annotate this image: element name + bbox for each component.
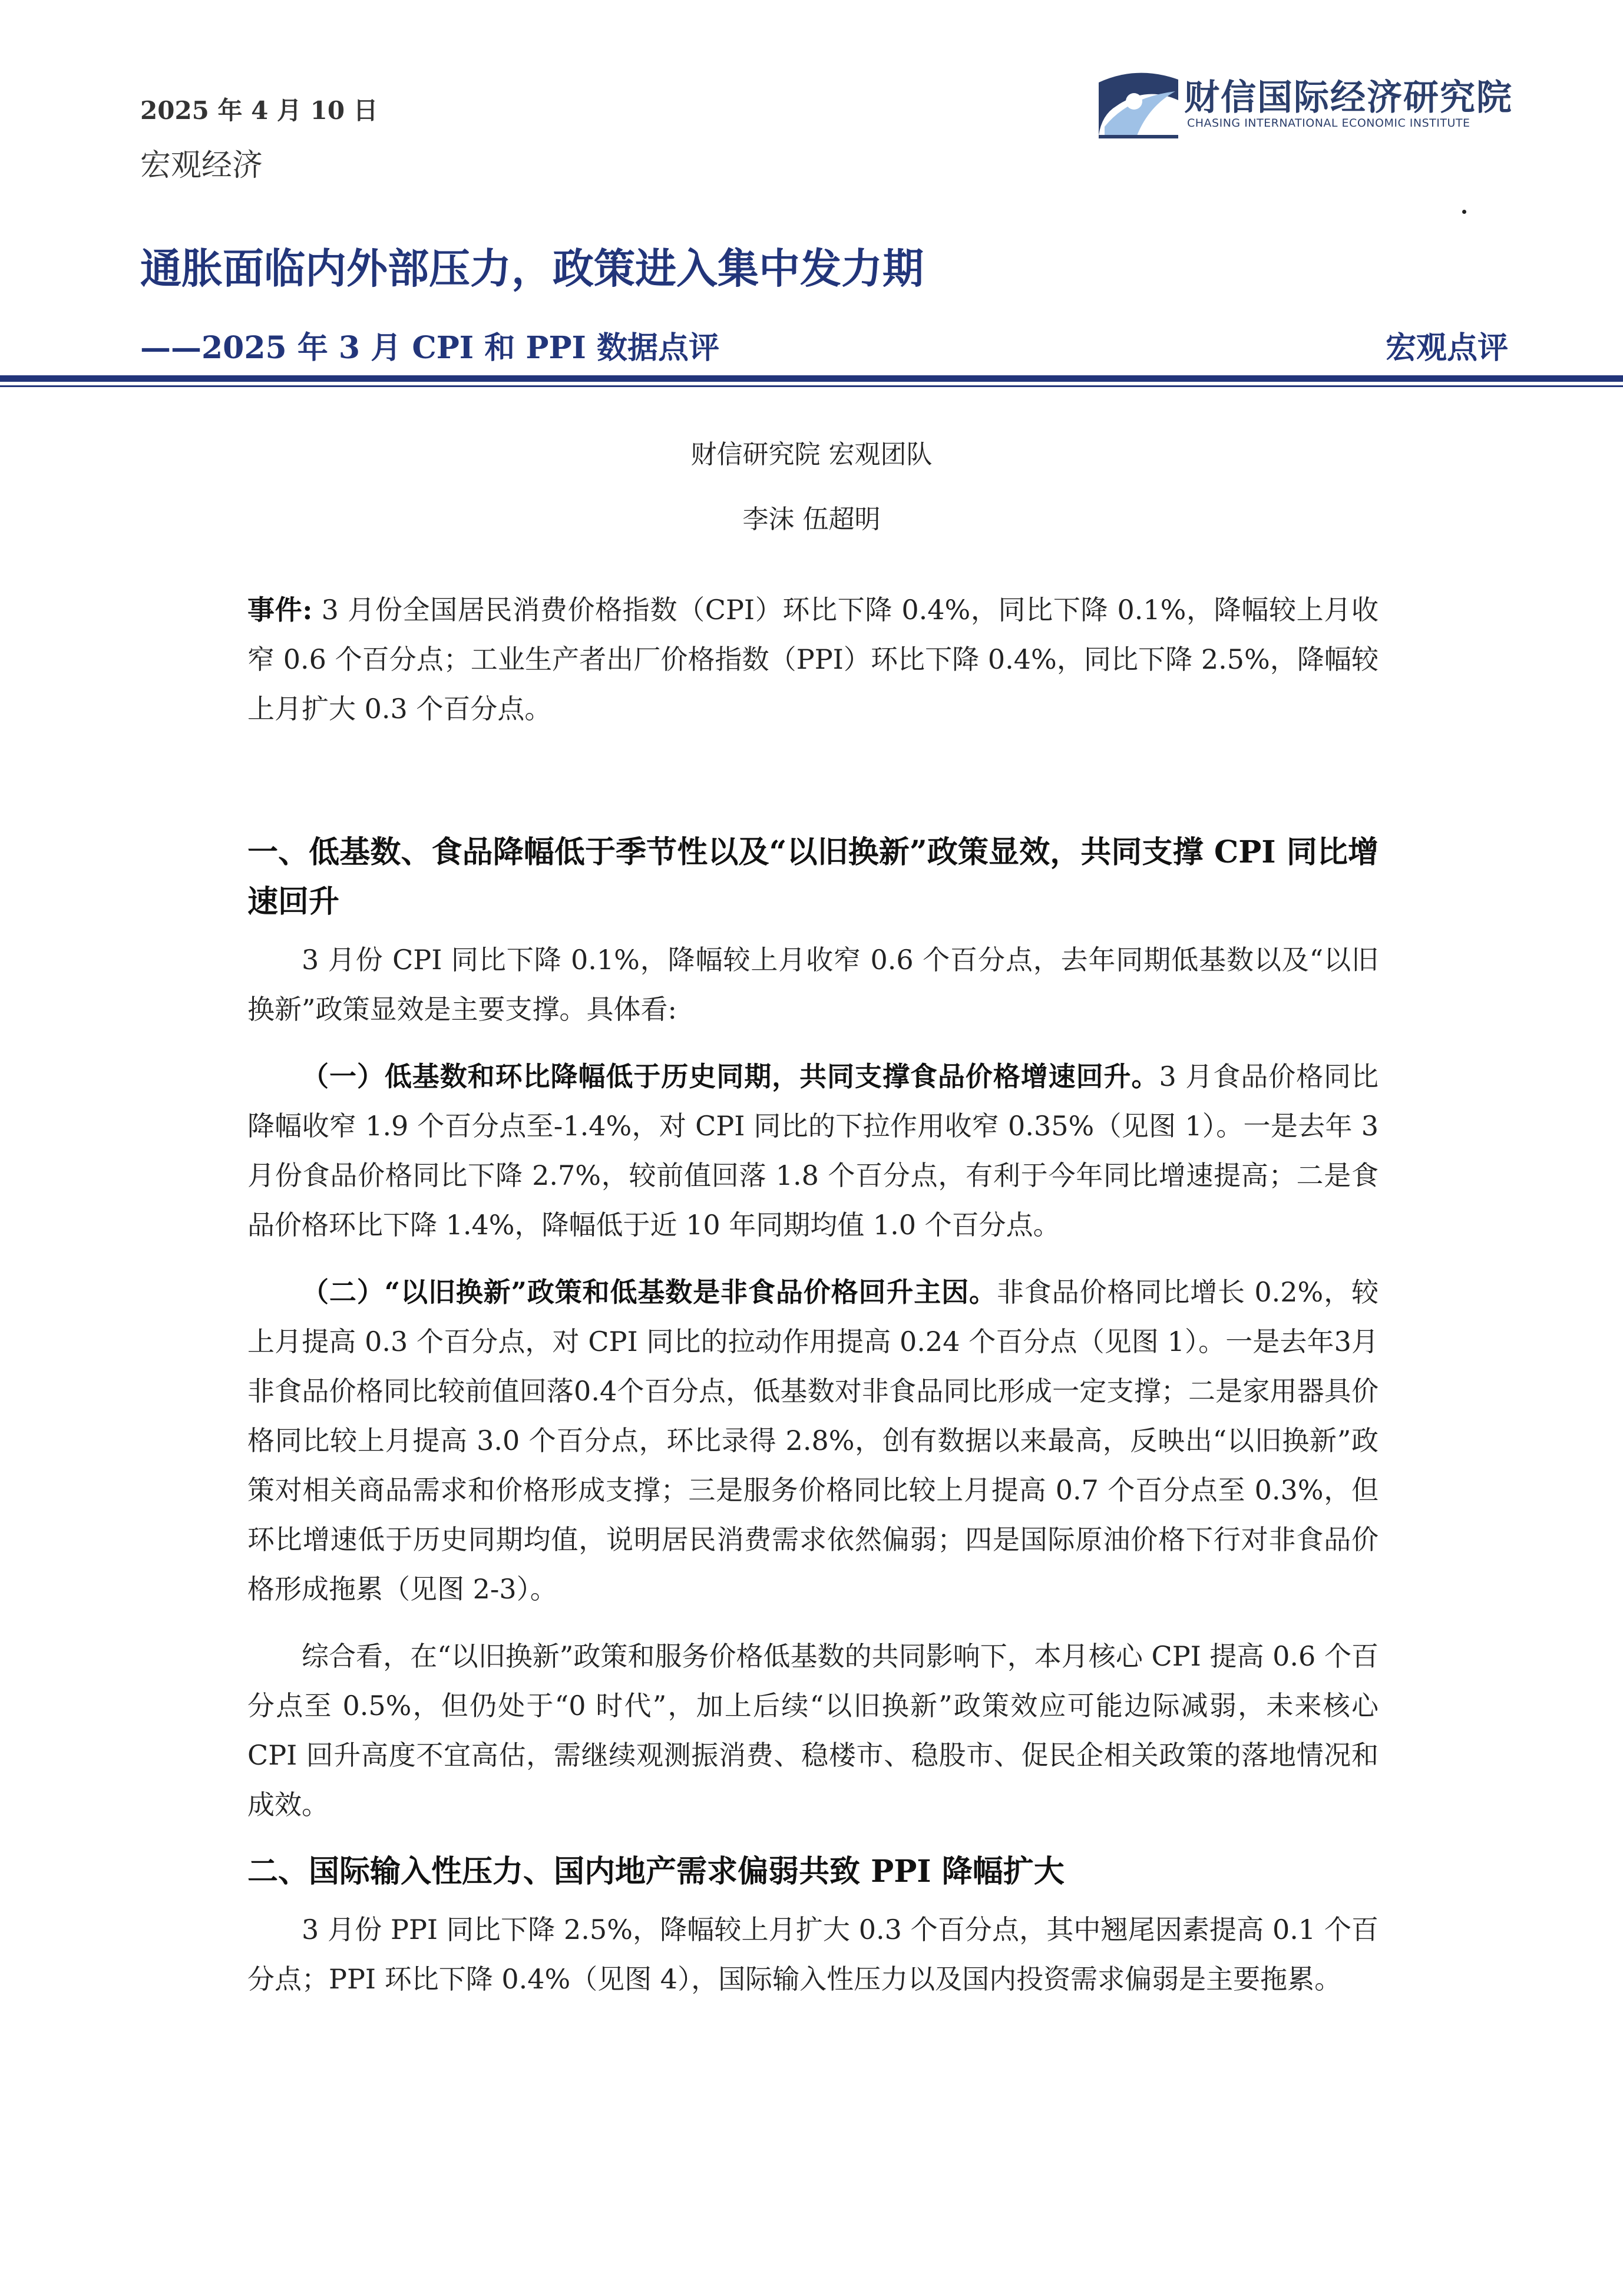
section-2-heading: 二、国际输入性压力、国内地产需求偏弱共致 PPI 降幅扩大 [247,1854,1065,1889]
nonfood-text: 非食品价格同比增长 0.2%，较上月提高 0.3 个百分点，对 CPI 同比的拉动作用提高 0.24 个百分点（见图 1）。一是去年3月非食品价格同比较前值回落0.4个百分点，低基数对非食品同比形成一定支撑；二是家用器具价格同比较上月提高 3.0 个百分点，环比录得 2.8%，创有数据以来最高，反映出“以旧换新”政策对相关商品需求和价格形成支撑；三是服务价格同比较上月提高 0.7 个百分点至 0.3%，但环比增速低于历史同期均值，说明居民消费需求依然偏弱；四是国际原油价格下行对非食品价格形成拖累（见图 2-3）。 [247,1276,1379,1605]
logo-name: 财信国际经济研究院 [1184,77,1513,118]
decorative-dot [1462,210,1466,214]
institute-logo [1093,65,1517,144]
nonfood-lead: （二）“以旧换新”政策和低基数是非食品价格回升主因。 [302,1276,997,1308]
logo-english-name: CHASING INTERNATIONAL ECONOMIC INSTITUTE [1187,117,1470,130]
event-text: 3 月份全国居民消费价格指数（CPI）环比下降 0.4%，同比下降 0.1%，降幅较上月收窄 0.6 个百分点；工业生产者出厂价格指数（PPI）环比下降 0.4%，同比下降 2.5%，降幅较上月扩大 0.3 个百分点。 [247,594,1379,725]
food-text: 3 月食品价格同比降幅收窄 1.9 个百分点至-1.4%，对 CPI 同比的下拉作用收窄 0.35%（见图 1）。一是去年 3 月份食品价格同比下降 2.7%，较前值回落 1.8 个百分点，有利于今年同比增速提高；二是食品价格环比下降 1.4%，降幅低于近 10 年同期均值 1.0 个百分点。 [247,1061,1379,1241]
report-date: 2025 年 4 月 10 日 [140,96,378,125]
report-subtitle: ——2025 年 3 月 CPI 和 PPI 数据点评 [140,330,719,366]
research-team: 财信研究院 宏观团队 [690,440,933,470]
logo-mark-icon [1093,65,1181,141]
section-1-summary: 综合看，在“以旧换新”政策和服务价格低基数的共同影响下，本月核心 CPI 提高 0.6 个百分点至 0.5%，但仍处于“0 时代”，加上后续“以旧换新”政策效应可能边际减弱，未来核心 CPI 回升高度不宜高估，需继续观测振消费、稳楼市、稳股市、促民企相关政策的落地情况和成效。 [247,1640,1379,1821]
section-2-intro: 3 月份 PPI 同比下降 2.5%，降幅较上月扩大 0.3 个百分点，其中翘尾因素提高 0.1 个百分点；PPI 环比下降 0.4%（见图 4），国际输入性压力以及国内投资需求偏弱是主要拖累。 [247,1914,1379,1995]
header-divider-thick [0,375,1623,382]
report-category: 宏观经济 [140,148,263,183]
event-label: 事件: [247,594,313,626]
food-lead: （一）低基数和环比降幅低于历史同期，共同支撑食品价格增速回升。 [302,1061,1159,1092]
section-1-heading: 一、低基数、食品降幅低于季节性以及“以旧换新”政策显效，共同支撑 CPI 同比增速回升 [247,834,1379,920]
event-paragraph [247,585,1379,734]
header-divider-thin [0,385,1623,387]
report-body [247,585,1379,2004]
report-title: 通胀面临内外部压力，政策进入集中发力期 [140,244,924,293]
section-1-intro: 3 月份 CPI 同比下降 0.1%，降幅较上月收窄 0.6 个百分点，去年同期低基数以及“以旧换新”政策显效是主要支撑。具体看: [247,944,1379,1025]
authors: 李沫 伍超明 [742,504,881,534]
section-1-food-paragraph [247,1052,1379,1250]
document-type: 宏观点评 [1385,330,1508,366]
section-1-nonfood-paragraph [247,1267,1379,1614]
